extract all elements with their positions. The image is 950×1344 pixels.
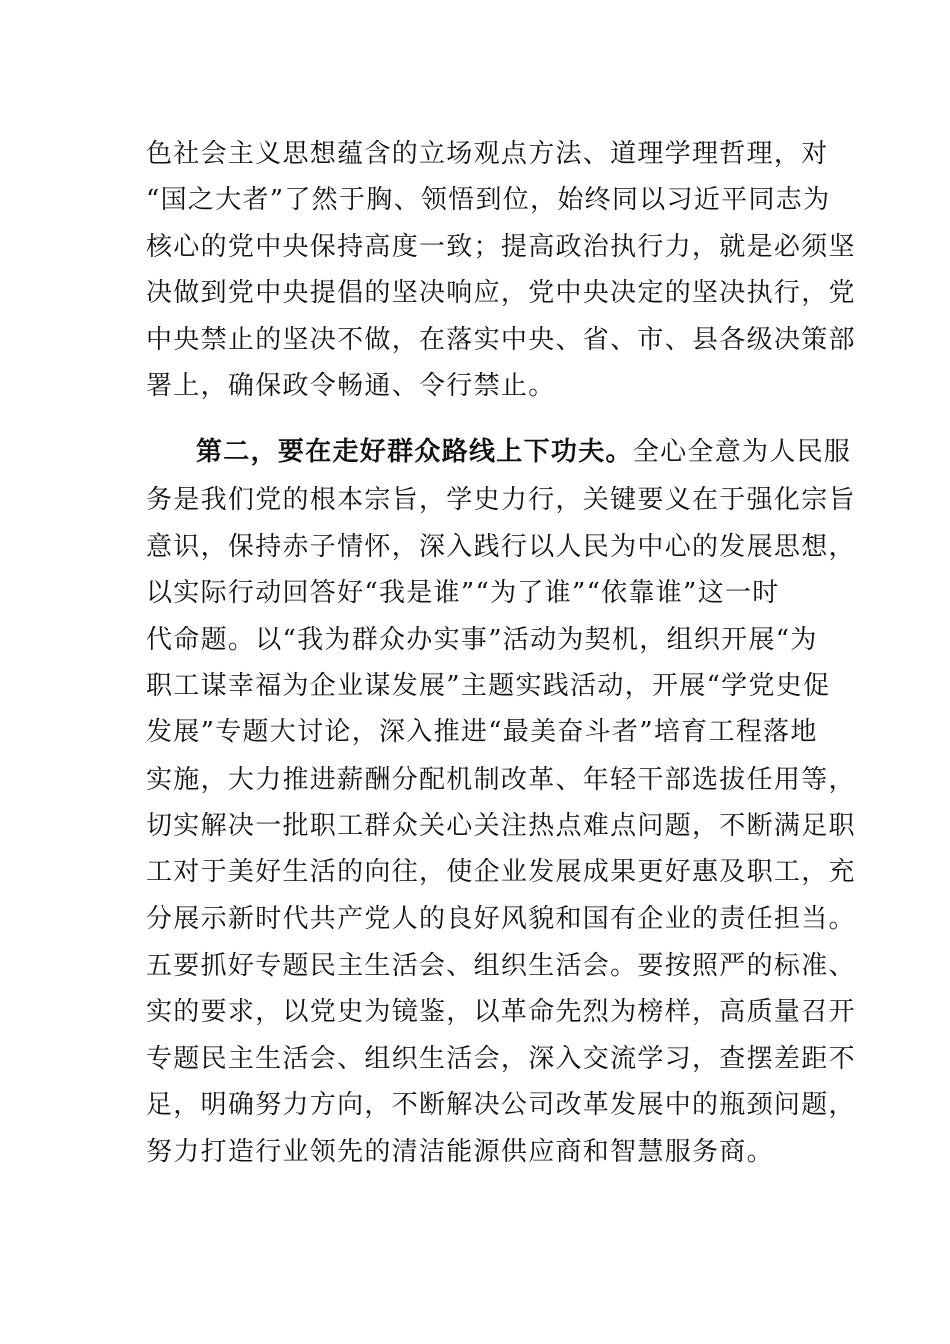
paragraph-1-line-1: 色社会主义思想蕴含的立场观点方法、道理学理哲理，对 (146, 139, 829, 169)
paragraph-1-line-2: “国之大者”了然于胸、领悟到位，始终同以习近平同志为 (146, 185, 831, 215)
paragraph-2-line-6: 职工谋幸福为企业谋发展”主题实践活动，开展“学党史促 (146, 671, 831, 701)
paragraph-2-line-11: 分展示新时代共产党人的良好风貌和国有企业的责任担当。 (146, 904, 856, 934)
paragraph-2-first-line (196, 432, 876, 472)
paragraph-1-line-3: 核心的党中央保持高度一致；提高政治执行力，就是必须坚 (146, 232, 856, 262)
paragraph-2-line-4: 以实际行动回答好“我是谁”“为了谁”“依靠谁”这一时 (146, 578, 780, 608)
paragraph-2-line-14: 专题民主生活会、组织生活会，深入交流学习，查摆差距不 (146, 1044, 856, 1074)
paragraph-2-line-10: 工对于美好生活的向往，使企业发展成果更好惠及职工，充 (146, 857, 856, 887)
paragraph-2-line-12: 五要抓好专题民主生活会、组织生活会。要按照严的标准、 (146, 951, 856, 981)
paragraph-2-line-8: 实施，大力推进薪酬分配机制改革、年轻干部选拔任用等， (146, 765, 856, 795)
paragraph-2-first-line-text: 全心全意为人民服 (632, 437, 852, 467)
paragraph-1-line-5: 中央禁止的坚决不做，在落实中央、省、市、县各级决策部 (146, 325, 856, 355)
paragraph-2-line-15: 足，明确努力方向，不断解决公司改革发展中的瓶颈问题， (146, 1090, 856, 1120)
paragraph-2-line-13: 实的要求，以党史为镜鉴，以革命先烈为榜样，高质量召开 (146, 997, 856, 1027)
paragraph-2-line-9: 切实解决一批职工群众关心关注热点难点问题，不断满足职 (146, 811, 856, 841)
paragraph-2-line-16: 努力打造行业领先的清洁能源供应商和智慧服务商。 (146, 1137, 774, 1167)
paragraph-1-line-6: 署上，确保政令畅通、令行禁止。 (146, 371, 556, 401)
paragraph-2-line-5: 代命题。以“我为群众办实事”活动为契机，组织开展“为 (146, 625, 818, 655)
paragraph-2-heading: 第二，要在走好群众路线上下功夫。 (196, 437, 633, 467)
paragraph-2-line-3: 意识，保持赤子情怀，深入践行以人民为中心的发展思想， (146, 532, 856, 562)
paragraph-2-line-2: 务是我们党的根本宗旨，学史力行，关键要义在于强化宗旨 (146, 485, 856, 515)
paragraph-1-line-4: 决做到党中央提倡的坚决响应，党中央决定的坚决执行，党 (146, 278, 856, 308)
paragraph-2-line-7: 发展”专题大讨论，深入推进“最美奋斗者”培育工程落地 (146, 717, 818, 747)
